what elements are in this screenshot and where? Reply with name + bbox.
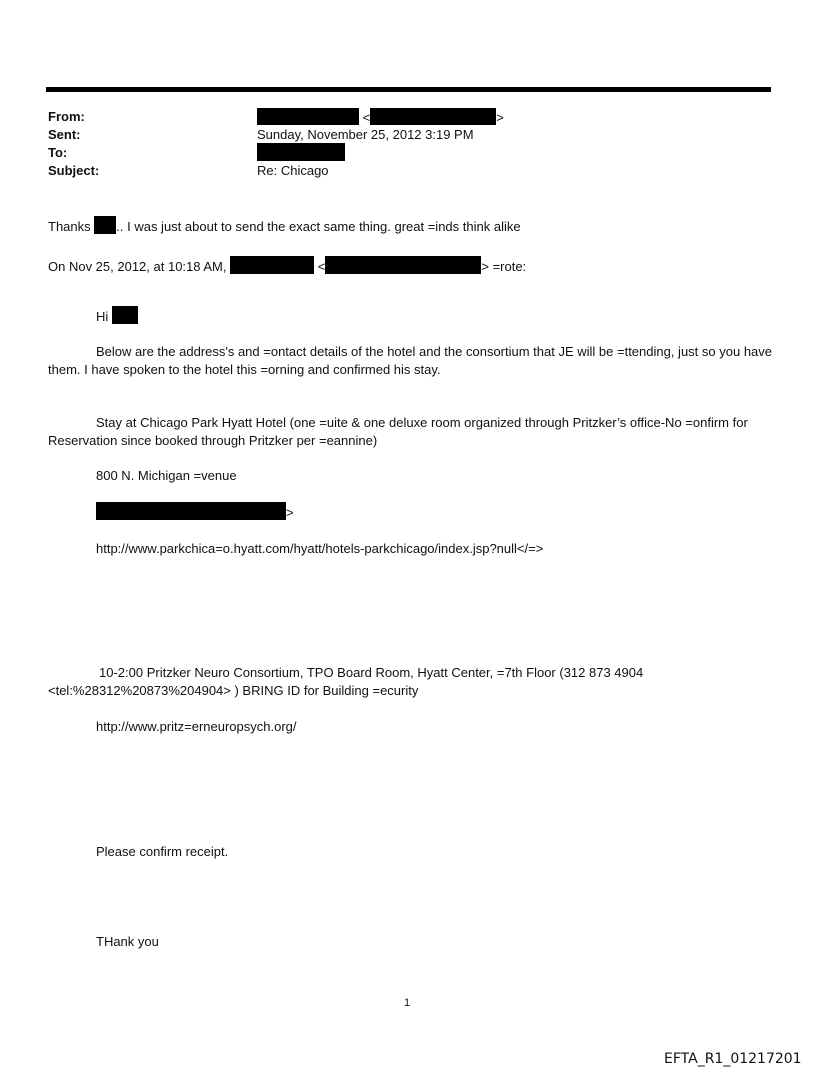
- consortium-line-1: 10-2:00 Pritzker Neuro Consortium, TPO Board Room, Hyatt Center, =7th Floor (312 873 4904: [99, 665, 644, 680]
- hotel-address: 800 N. Michigan =venue: [96, 468, 237, 483]
- quote-open-bracket: <: [317, 259, 326, 274]
- reply-before: Thanks: [48, 219, 91, 234]
- sent-value: Sunday, November 25, 2012 3:19 PM: [257, 127, 474, 142]
- confirm-receipt: Please confirm receipt.: [96, 844, 229, 859]
- closing: THank you: [96, 934, 159, 949]
- subject-label: Subject:: [48, 163, 100, 178]
- redacted-greeting-name: [112, 306, 138, 324]
- quote-header-line: [48, 256, 526, 275]
- redacted-name: [94, 216, 116, 234]
- from-close-bracket: >: [496, 110, 504, 125]
- header-rule: [46, 87, 771, 92]
- greeting-line: [96, 306, 138, 325]
- redacted-original-sender: [230, 256, 314, 274]
- subject-value: Re: Chicago: [257, 163, 329, 178]
- quote-after: > =rote:: [481, 259, 527, 274]
- greeting: Hi: [96, 309, 109, 324]
- to-label: To:: [48, 145, 68, 160]
- redacted-close-bracket: >: [286, 505, 294, 520]
- redacted-sender-name: [257, 108, 359, 125]
- paragraph-hotel-stay: Stay at Chicago Park Hyatt Hotel (one =uite & one deluxe room organized through Pritzker’s office-No =onfirm for Reservation since booked through Pritzker per =eannine): [48, 415, 748, 448]
- paragraph-contact-details: Below are the address's and =ontact details of the hotel and the consortium that JE will be =ttending, just so you have them. I have spoken to the hotel this =orning and confirmed his stay.: [48, 344, 773, 377]
- redacted-original-email: [325, 256, 481, 274]
- reply-after: .. I was just about to send the exact same thing. great =inds think alike: [116, 219, 521, 234]
- from-value: [257, 108, 504, 126]
- redacted-recipient: [257, 143, 345, 161]
- from-label: From:: [48, 109, 85, 124]
- page-number: 1: [404, 997, 411, 1009]
- document-id: EFTA_R1_01217201: [664, 1051, 802, 1067]
- quote-before: On Nov 25, 2012, at 10:18 AM,: [48, 259, 227, 274]
- to-value: [257, 143, 345, 162]
- sent-label: Sent:: [48, 127, 81, 142]
- from-open-bracket: <: [362, 110, 371, 125]
- redacted-sender-email: [370, 108, 496, 125]
- hotel-url[interactable]: http://www.parkchica=o.hyatt.com/hyatt/hotels-parkchicago/index.jsp?null</=>: [96, 541, 544, 556]
- redacted-address-line: [96, 502, 294, 521]
- pritzker-url[interactable]: http://www.pritz=erneuropsych.org/: [96, 719, 297, 734]
- reply-line: [48, 216, 521, 235]
- redacted-hotel-contact: [96, 502, 286, 520]
- consortium-line-2: <tel:%28312%20873%204904> ) BRING ID for Building =ecurity: [48, 683, 419, 698]
